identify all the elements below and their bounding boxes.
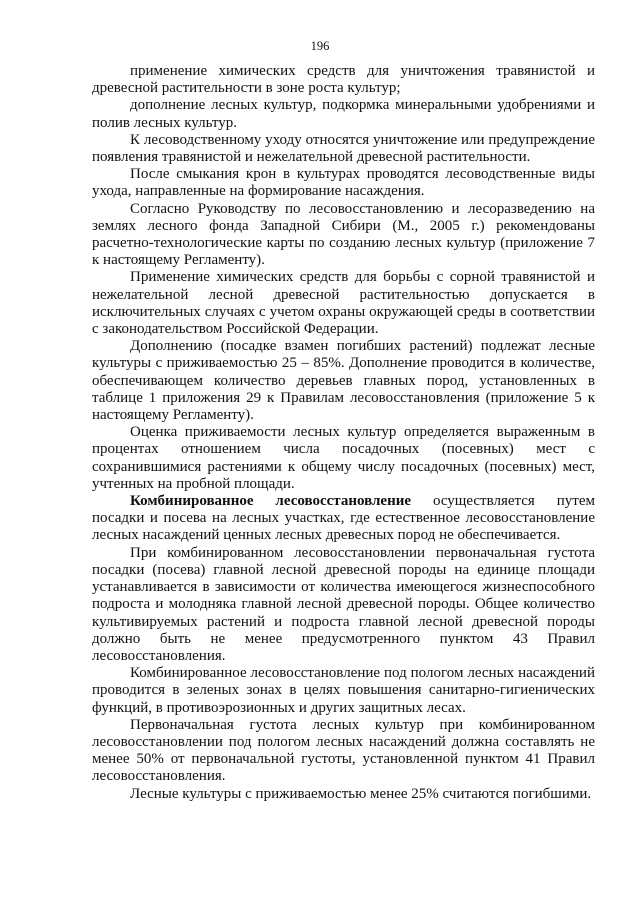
document-body: [92, 63, 595, 803]
bold-term: Комбинированное лесовосстановление: [130, 493, 412, 510]
paragraph: Оценка приживаемости лесных культур определяется выраженным в процентах отношением числа посадочных (посевных) мест с сохранившимися растениями к общему числу посадочных (посевных) мест, учтенных на пробной площади.: [92, 424, 595, 492]
paragraph: дополнение лесных культур, подкормка минеральными удобрениями и полив лесных культур.: [92, 97, 595, 131]
paragraph: После смыкания крон в культурах проводятся лесоводственные виды ухода, направленные на формирование насаждения.: [92, 166, 595, 200]
paragraph: Первоначальная густота лесных культур при комбинированном лесовосстановлении под пологом лесных насаждений должна составлять не менее 50% от первоначальной густоты, установленной пунктом 41 Правил лесовосстановления.: [92, 716, 595, 785]
paragraph: Дополнению (посадке взамен погибших растений) подлежат лесные культуры с приживаемостью 25 – 85%. Дополнение проводится в количестве, обеспечивающем количество деревьев главных пород, установленных в таблице 1 приложения 29 к Правилам лесовосстановления (приложение 5 к настоящему Регламенту).: [92, 338, 595, 424]
paragraph: Согласно Руководству по лесовосстановлению и лесоразведению на землях лесного фонда Западной Сибири (М., 2005 г.) рекомендованы расчетно-технологические карты по созданию лесных культур (приложение 7 к настоящему Регламенту).: [92, 200, 595, 269]
paragraph: К лесоводственному уходу относятся уничтожение или предупреждение появления травянистой и нежелательной древесной растительности.: [92, 131, 595, 166]
paragraph-text: осуществляется путем посадки и посева на лесных участках, где естественное лесовосстановление лесных насаждений ценных лесных древесных пород не обеспечивается.: [92, 493, 595, 544]
paragraph: Применение химических средств для борьбы с сорной травянистой и нежелательной лесной древесной растительностью допускается в исключительных случаях с учетом охраны окружающей среды в соответствии с законодательством Российской Федерации.: [92, 269, 595, 338]
paragraph: При комбинированном лесовосстановлении первоначальная густота посадки (посева) главной лесной древесной породы на единице площади устанавливается в зависимости от количества имеющегося жизнеспособного подроста и молодняка главной лесной древесной породы. Общее количество культивируемых растений и подроста главной лесной древесной породы должно быть не менее предусмотренного пунктом 43 Правил лесовосстановления.: [92, 544, 595, 664]
paragraph-combined-reforestation: [92, 493, 595, 545]
paragraph: применение химических средств для уничтожения травянистой и древесной растительности в зоне роста культур;: [92, 63, 595, 97]
page-number: 196: [310, 39, 330, 53]
paragraph: Комбинированное лесовосстановление под пологом лесных насаждений проводится в зеленых зонах в целях повышения санитарно-гигиенических функций, в противоэрозионных и других защитных лесах.: [92, 665, 595, 716]
paragraph: Лесные культуры с приживаемостью менее 25% считаются погибшими.: [130, 785, 592, 802]
